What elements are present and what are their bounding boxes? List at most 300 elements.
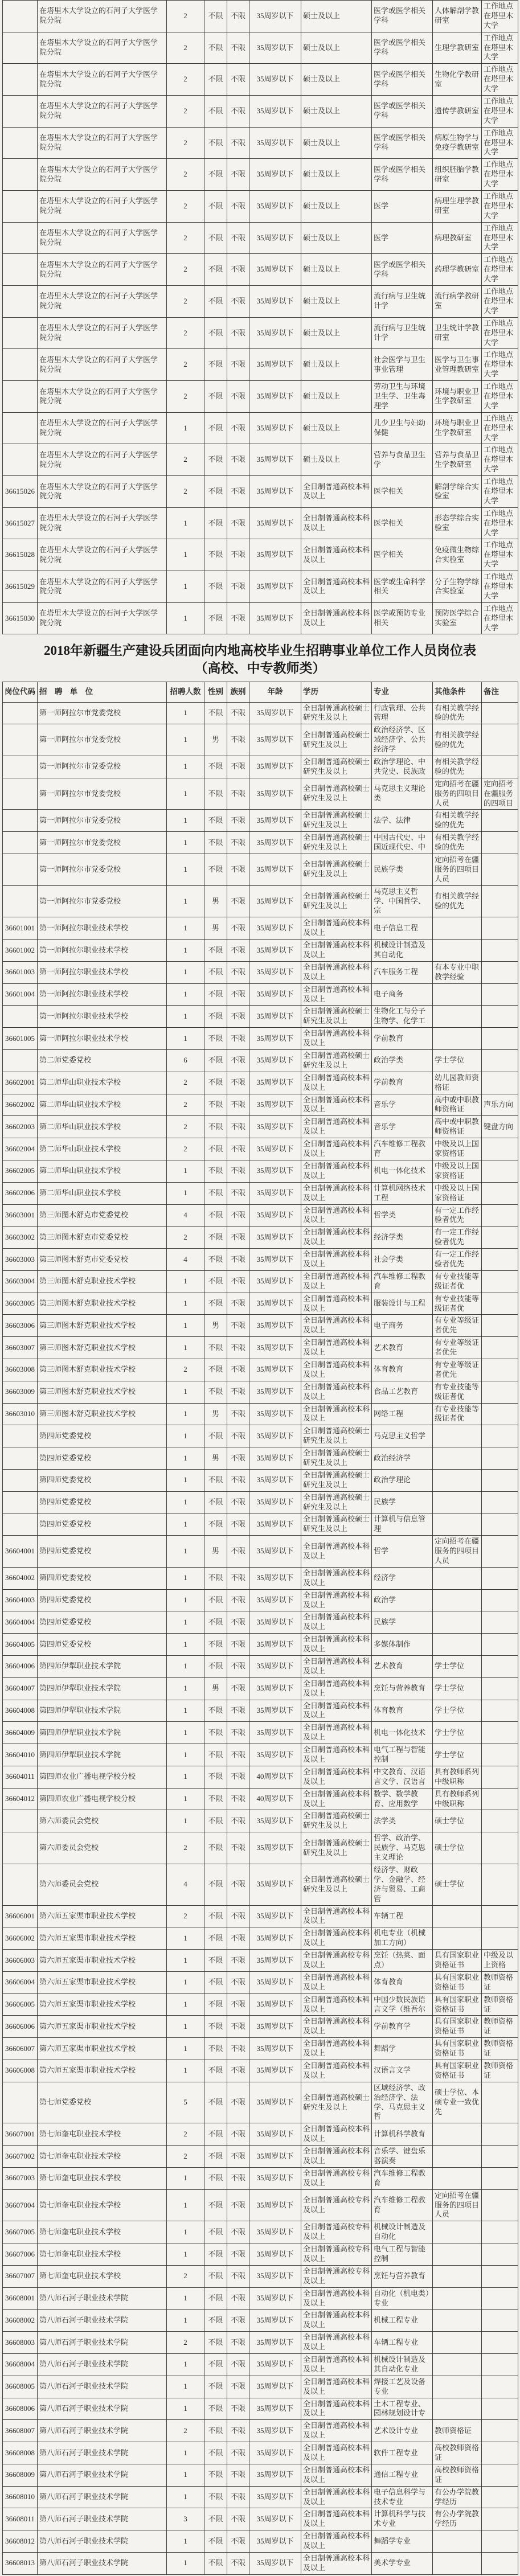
lower-position-cell-count: 2 <box>167 1905 204 1927</box>
lower-position-row <box>3 1864 518 1905</box>
lower-position-cell-count: 1 <box>167 983 204 1006</box>
upper-position-row <box>3 507 518 539</box>
lower-position-cell-unit: 第二师华山职业技术学校 <box>38 1182 167 1204</box>
lower-position-cell-code: 36603004 <box>3 1270 38 1293</box>
lower-position-cell-gender: 不限 <box>204 1927 227 1950</box>
lower-position-cell-note <box>482 1744 518 1766</box>
lower-position-cell-code: 36608007 <box>3 2420 38 2442</box>
upper-position-cell-unit: 在塔里木大学设立的石河子大学医学院分院 <box>38 222 167 254</box>
upper-position-cell-age: 35周岁以下 <box>249 317 301 349</box>
upper-position-cell-age: 35周岁以下 <box>249 349 301 381</box>
lower-position-row <box>3 1700 518 1722</box>
upper-position-cell-unit: 在塔里木大学设立的石河子大学医学院分院 <box>38 64 167 96</box>
lower-position-row <box>3 885 518 917</box>
lower-position-cell-note <box>482 756 518 778</box>
lower-position-cell-unit: 第六师五家渠市职业技术学校 <box>38 1971 167 1993</box>
upper-position-cell-gender: 不限 <box>204 317 227 349</box>
lower-position-cell-note <box>482 1513 518 1536</box>
lower-position-cell-education: 全日制普通高校硕士研究生及以上 <box>301 756 372 778</box>
lower-position-cell-code: 36602002 <box>3 1094 38 1116</box>
lower-position-cell-ethnic: 不限 <box>227 1927 249 1950</box>
lower-position-cell-major: 音乐学 <box>372 1116 433 1138</box>
lower-position-cell-unit: 第七师奎屯职业技术学校 <box>38 2146 167 2168</box>
lower-position-cell-other: 具有国家职业资格证书 <box>433 1971 482 1993</box>
upper-position-cell-note: 工作地点在塔里木大学 <box>482 317 518 349</box>
upper-position-cell-other: 病原生物学与免疫学教研室 <box>433 127 482 159</box>
upper-position-cell-unit: 在塔里木大学设立的石河子大学医学院分院 <box>38 349 167 381</box>
page-title-line2: （高校、中专教师类） <box>194 661 326 676</box>
lower-position-cell-ethnic: 不限 <box>227 961 249 983</box>
lower-position-cell-major: 哲学 <box>372 1536 433 1568</box>
lower-position-cell-code: 36604007 <box>3 1677 38 1700</box>
lower-position-cell-gender: 不限 <box>204 1634 227 1656</box>
lower-position-cell-age: 35周岁以下 <box>249 2082 301 2123</box>
lower-position-cell-age: 35周岁以下 <box>249 2354 301 2376</box>
lower-position-cell-major: 烹饪（热菜、面点） <box>372 1950 433 1972</box>
upper-position-cell-other: 生理学教研室 <box>433 32 482 64</box>
lower-position-cell-note <box>482 1589 518 1611</box>
lower-position-cell-age: 35周岁以下 <box>249 1425 301 1447</box>
lower-position-cell-age: 35周岁以下 <box>249 2376 301 2398</box>
lower-position-cell-code: 36601002 <box>3 940 38 962</box>
lower-position-cell-note <box>482 1381 518 1403</box>
lower-position-cell-note <box>482 1656 518 1678</box>
lower-position-cell-education: 全日制普通高校本科及以上 <box>301 1403 372 1425</box>
lower-position-cell-gender: 不限 <box>204 1864 227 1905</box>
lower-position-cell-code: 36606001 <box>3 1905 38 1927</box>
lower-position-cell-education: 全日制普通高校本科及以上 <box>301 1182 372 1204</box>
lower-position-cell-age: 35周岁以下 <box>249 1116 301 1138</box>
lower-position-cell-other <box>433 2376 482 2398</box>
upper-position-cell-age: 35周岁以下 <box>249 222 301 254</box>
upper-position-cell-gender: 不限 <box>204 349 227 381</box>
lower-position-cell-note <box>482 1160 518 1182</box>
lower-position-row <box>3 1072 518 1094</box>
lower-position-cell-education: 全日制普通高校硕士研究生及以上 <box>301 778 372 810</box>
upper-position-cell-note: 工作地点在塔里木大学 <box>482 476 518 508</box>
lower-position-row <box>3 1381 518 1403</box>
lower-position-cell-major: 计算机科学教育 <box>372 2123 433 2146</box>
lower-position-cell-count: 1 <box>167 1513 204 1536</box>
upper-position-cell-gender: 不限 <box>204 444 227 476</box>
lower-position-cell-count: 1 <box>167 2530 204 2553</box>
lower-position-cell-code <box>3 1425 38 1447</box>
lower-position-row <box>3 2508 518 2530</box>
lower-position-cell-gender: 不限 <box>204 2167 227 2189</box>
upper-position-cell-code <box>3 159 38 191</box>
lower-position-cell-note <box>482 2420 518 2442</box>
lower-position-cell-code: 36602004 <box>3 1138 38 1160</box>
lower-position-cell-gender: 不限 <box>204 1589 227 1611</box>
upper-position-cell-gender: 不限 <box>204 127 227 159</box>
lower-position-cell-ethnic: 不限 <box>227 1359 249 1381</box>
upper-position-cell-unit: 在塔里木大学设立的石河子大学医学院分院 <box>38 127 167 159</box>
lower-position-cell-ethnic: 不限 <box>227 1469 249 1491</box>
lower-position-cell-count: 1 <box>167 2016 204 2038</box>
lower-position-cell-ethnic: 不限 <box>227 1270 249 1293</box>
upper-position-cell-education: 硕士及以上 <box>301 1 372 32</box>
lower-position-cell-major: 中文教育、汉语言文学、汉语言 <box>372 1766 433 1788</box>
lower-position-cell-ethnic: 不限 <box>227 1028 249 1050</box>
upper-position-cell-other: 解剖学综合实验室 <box>433 476 482 508</box>
lower-position-cell-code <box>3 1864 38 1905</box>
lower-position-cell-gender: 不限 <box>204 1028 227 1050</box>
lower-position-cell-ethnic: 不限 <box>227 2398 249 2420</box>
lower-position-cell-unit: 第八师石河子职业技术学院 <box>38 2376 167 2398</box>
lower-position-row <box>3 2486 518 2508</box>
lower-position-cell-age: 35周岁以下 <box>249 961 301 983</box>
lower-position-cell-other: 定向招考在疆服务的四项目人员 <box>433 2189 482 2221</box>
lower-position-cell-other: 有相关教学经验的优先 <box>433 810 482 832</box>
upper-position-row <box>3 444 518 476</box>
lower-position-cell-gender: 不限 <box>204 1700 227 1722</box>
lower-position-cell-count: 1 <box>167 832 204 854</box>
lower-position-cell-major: 哲学、政治学、民族学、马克思主义理论 <box>372 1832 433 1864</box>
lower-position-row <box>3 917 518 940</box>
lower-position-cell-age: 35周岁以下 <box>249 2442 301 2464</box>
lower-position-cell-note <box>482 961 518 983</box>
upper-position-cell-age: 35周岁以下 <box>249 444 301 476</box>
lower-position-cell-gender: 不限 <box>204 1656 227 1678</box>
upper-position-cell-other: 预防医学综合实验室 <box>433 602 482 634</box>
lower-position-cell-other: 有本专业中职教学经验 <box>433 961 482 983</box>
lower-position-cell-education: 全日制普通高校本科及以上 <box>301 1766 372 1788</box>
lower-position-cell-other: 有公办学院教学经历 <box>433 2486 482 2508</box>
lower-position-row <box>3 854 518 886</box>
lower-position-cell-age: 35周岁以下 <box>249 2553 301 2575</box>
lower-position-cell-count: 2 <box>167 1359 204 1381</box>
lower-position-cell-education: 全日制普通高校本科及以上 <box>301 917 372 940</box>
lower-position-row <box>3 1513 518 1536</box>
lower-position-cell-education: 全日制普通高校本科及以上 <box>301 2530 372 2553</box>
upper-position-cell-count: 2 <box>167 349 204 381</box>
upper-position-cell-code <box>3 64 38 96</box>
upper-position-cell-age: 35周岁以下 <box>249 571 301 603</box>
upper-position-cell-age: 35周岁以下 <box>249 32 301 64</box>
lower-position-cell-unit: 第一师阿拉尔职业技术学校 <box>38 917 167 940</box>
lower-position-cell-age: 35周岁以下 <box>249 1993 301 2016</box>
lower-position-cell-note <box>482 2553 518 2575</box>
lower-position-cell-major: 体育教育 <box>372 1971 433 1993</box>
lower-position-cell-major: 民族学 <box>372 1491 433 1513</box>
lower-position-cell-age: 35周岁以下 <box>249 1513 301 1536</box>
lower-position-cell-major: 电子商务 <box>372 983 433 1006</box>
lower-position-row <box>3 724 518 756</box>
upper-position-cell-major: 社会医学与卫生事业管理 <box>372 349 433 381</box>
lower-position-cell-gender: 不限 <box>204 2398 227 2420</box>
lower-position-cell-unit: 第七师奎屯职业技术学校 <box>38 2265 167 2287</box>
lower-position-cell-note <box>482 1072 518 1094</box>
lower-position-cell-ethnic: 不限 <box>227 2243 249 2266</box>
lower-position-cell-other: 具有国家职业资格证书 <box>433 1993 482 2016</box>
lower-position-cell-unit: 第八师石河子职业技术学院 <box>38 2464 167 2486</box>
upper-position-cell-code <box>3 96 38 128</box>
lower-position-cell-count: 1 <box>167 1006 204 1028</box>
lower-position-cell-unit: 第三师图木舒克职业技术学校 <box>38 1381 167 1403</box>
upper-position-cell-gender: 不限 <box>204 96 227 128</box>
lower-position-cell-ethnic: 不限 <box>227 1227 249 1249</box>
lower-position-cell-age: 35周岁以下 <box>249 1634 301 1656</box>
lower-position-cell-other: 有相关教学经验的优先 <box>433 756 482 778</box>
lower-position-cell-other <box>433 2146 482 2168</box>
lower-position-cell-code <box>3 1469 38 1491</box>
lower-position-cell-ethnic: 不限 <box>227 1160 249 1182</box>
upper-position-cell-ethnic: 不限 <box>227 286 249 318</box>
lower-position-cell-count: 1 <box>167 961 204 983</box>
lower-position-cell-gender: 不限 <box>204 2060 227 2082</box>
lower-position-cell-unit: 第六师委员会党校 <box>38 1832 167 1864</box>
upper-position-cell-note: 工作地点在塔里木大学 <box>482 191 518 223</box>
upper-position-cell-unit: 在塔里木大学设立的石河子大学医学院分院 <box>38 602 167 634</box>
lower-position-cell-age: 35周岁以下 <box>249 2221 301 2243</box>
lower-position-row <box>3 1536 518 1568</box>
lower-position-cell-age: 35周岁以下 <box>249 1337 301 1359</box>
lower-position-cell-education: 全日制普通高校本科及以上 <box>301 1293 372 1315</box>
lower-position-cell-note: 教师资格证 <box>482 2038 518 2060</box>
lower-position-cell-note <box>482 2530 518 2553</box>
lower-position-cell-code <box>3 1513 38 1536</box>
upper-position-cell-ethnic: 不限 <box>227 539 249 571</box>
lower-position-cell-education: 全日制普通高校本科及以上 <box>301 1227 372 1249</box>
lower-position-cell-major: 通信工程专业 <box>372 2464 433 2486</box>
lower-position-cell-unit: 第三师图木舒克市党委党校 <box>38 1249 167 1271</box>
upper-position-cell-note: 工作地点在塔里木大学 <box>482 507 518 539</box>
lower-position-cell-major: 服装设计与工程 <box>372 1293 433 1315</box>
lower-position-cell-count: 1 <box>167 1447 204 1470</box>
upper-position-cell-major: 医学或医学相关学科 <box>372 96 433 128</box>
lower-position-cell-ethnic: 不限 <box>227 1447 249 1470</box>
lower-position-cell-note <box>482 1905 518 1927</box>
upper-position-cell-education: 全日制普通高校本科及以上 <box>301 602 372 634</box>
lower-position-cell-gender: 男 <box>204 885 227 917</box>
lower-position-row <box>3 2442 518 2464</box>
lower-position-row <box>3 702 518 724</box>
lower-position-row <box>3 1810 518 1832</box>
lower-position-cell-age: 35周岁以下 <box>249 1072 301 1094</box>
lower-position-cell-count: 1 <box>167 2060 204 2082</box>
lower-position-cell-education: 全日制普通高校本科及以上 <box>301 1722 372 1744</box>
lower-position-cell-age: 35周岁以下 <box>249 2038 301 2060</box>
lower-position-cell-note <box>482 1788 518 1810</box>
lower-position-cell-age: 35周岁以下 <box>249 2123 301 2146</box>
lower-position-cell-unit: 第四师党委党校 <box>38 1567 167 1589</box>
lower-position-cell-major: 电子商务 <box>372 1315 433 1337</box>
upper-position-cell-education: 硕士及以上 <box>301 412 372 444</box>
lower-position-cell-count: 1 <box>167 2167 204 2189</box>
lower-position-cell-other: 硕士学位 <box>433 1832 482 1864</box>
lower-position-row <box>3 1138 518 1160</box>
lower-position-cell-education: 全日制普通高校本科及以上 <box>301 1611 372 1634</box>
lower-position-cell-note <box>482 1567 518 1589</box>
lower-position-cell-ethnic: 不限 <box>227 1950 249 1972</box>
lower-position-cell-count: 1 <box>167 702 204 724</box>
lower-position-cell-unit: 第二师华山职业技术学校 <box>38 1072 167 1094</box>
lower-position-cell-major: 学前教育学 <box>372 2016 433 2038</box>
lower-position-cell-age: 35周岁以下 <box>249 810 301 832</box>
lower-position-cell-gender: 不限 <box>204 1905 227 1927</box>
lower-position-cell-unit: 第四师伊犁职业技术学院 <box>38 1744 167 1766</box>
upper-position-cell-age: 35周岁以下 <box>249 127 301 159</box>
lower-position-cell-code: 36606007 <box>3 2038 38 2060</box>
lower-position-cell-age: 35周岁以下 <box>249 1182 301 1204</box>
lower-position-cell-gender: 不限 <box>204 2265 227 2287</box>
lower-position-cell-code: 36608009 <box>3 2464 38 2486</box>
lower-position-cell-count: 1 <box>167 1677 204 1700</box>
upper-position-cell-other: 营养与食品卫生学教研室 <box>433 444 482 476</box>
lower-position-cell-unit: 第八师石河子职业技术学院 <box>38 2508 167 2530</box>
lower-position-cell-gender: 不限 <box>204 1182 227 1204</box>
lower-position-cell-note: 教师资格证 <box>482 2060 518 2082</box>
upper-position-cell-age: 35周岁以下 <box>249 254 301 286</box>
lower-position-cell-ethnic: 不限 <box>227 917 249 940</box>
lower-position-cell-code: 36604008 <box>3 1700 38 1722</box>
lower-position-cell-unit: 第一师阿拉尔市党委党校 <box>38 724 167 756</box>
lower-position-cell-count: 1 <box>167 1971 204 1993</box>
lower-position-cell-gender: 不限 <box>204 2486 227 2508</box>
upper-position-row <box>3 64 518 96</box>
lower-position-cell-ethnic: 不限 <box>227 1971 249 1993</box>
lower-position-cell-major: 计算机网络技术工程 <box>372 1182 433 1204</box>
upper-position-cell-education: 硕士及以上 <box>301 444 372 476</box>
lower-position-cell-unit: 第七师奎屯职业技术学校 <box>38 2243 167 2266</box>
lower-position-cell-ethnic: 不限 <box>227 2553 249 2575</box>
lower-position-cell-code <box>3 778 38 810</box>
lower-position-cell-other <box>433 983 482 1006</box>
column-header-note: 备注 <box>482 682 518 702</box>
lower-position-cell-age: 35周岁以下 <box>249 1447 301 1470</box>
upper-position-cell-gender: 不限 <box>204 539 227 571</box>
lower-position-cell-gender: 不限 <box>204 1094 227 1116</box>
lower-position-cell-code: 36604011 <box>3 1766 38 1788</box>
lower-position-cell-unit: 第三师图木舒克职业技术学校 <box>38 1359 167 1381</box>
lower-position-cell-ethnic: 不限 <box>227 1072 249 1094</box>
upper-position-cell-unit: 在塔里木大学设立的石河子大学医学院分院 <box>38 476 167 508</box>
lower-position-cell-ethnic: 不限 <box>227 2420 249 2442</box>
upper-position-cell-other: 免疫微生物综合实验室 <box>433 539 482 571</box>
lower-position-cell-age: 40周岁以下 <box>249 1766 301 1788</box>
lower-position-row <box>3 1722 518 1744</box>
lower-position-cell-count: 1 <box>167 778 204 810</box>
lower-position-cell-education: 全日制普通高校本科及以上 <box>301 1677 372 1700</box>
lower-position-cell-code: 36602006 <box>3 1182 38 1204</box>
upper-position-cell-code <box>3 222 38 254</box>
lower-position-cell-gender: 不限 <box>204 1611 227 1634</box>
upper-position-cell-ethnic: 不限 <box>227 412 249 444</box>
lower-position-cell-other <box>433 1927 482 1950</box>
lower-position-cell-major: 汽车维修工程教育 <box>372 2167 433 2189</box>
upper-position-cell-ethnic: 不限 <box>227 159 249 191</box>
upper-position-cell-other: 环境与职业卫生学教研室 <box>433 412 482 444</box>
lower-position-cell-note <box>482 1864 518 1905</box>
lower-position-cell-count: 1 <box>167 1589 204 1611</box>
lower-position-cell-note <box>482 1447 518 1470</box>
lower-position-cell-unit: 第四师党委党校 <box>38 1589 167 1611</box>
lower-position-cell-other: 高校教师资格证 <box>433 2442 482 2464</box>
upper-position-cell-count: 2 <box>167 476 204 508</box>
lower-position-cell-note <box>482 2398 518 2420</box>
lower-position-row <box>3 1094 518 1116</box>
lower-position-cell-unit: 第四师党委党校 <box>38 1425 167 1447</box>
lower-position-cell-code: 36604009 <box>3 1722 38 1744</box>
lower-position-cell-note <box>482 2123 518 2146</box>
upper-position-cell-note: 工作地点在塔里木大学 <box>482 254 518 286</box>
lower-position-cell-code: 36604004 <box>3 1611 38 1634</box>
lower-position-cell-note <box>482 2265 518 2287</box>
lower-position-cell-gender: 不限 <box>204 1050 227 1072</box>
lower-position-cell-note <box>482 1700 518 1722</box>
upper-position-row <box>3 254 518 286</box>
lower-position-cell-age: 35周岁以下 <box>249 1927 301 1950</box>
lower-position-cell-code: 36603002 <box>3 1227 38 1249</box>
lower-position-cell-ethnic: 不限 <box>227 983 249 1006</box>
upper-position-cell-count: 1 <box>167 412 204 444</box>
lower-position-cell-age: 35周岁以下 <box>249 1160 301 1182</box>
lower-position-row <box>3 1182 518 1204</box>
lower-position-cell-code: 36602005 <box>3 1160 38 1182</box>
lower-position-cell-education: 全日制普通高校本科及以上 <box>301 1656 372 1678</box>
lower-position-cell-education: 全日制普通高校本科及以上 <box>301 1927 372 1950</box>
lower-position-cell-unit: 第三师图木舒克市党委党校 <box>38 1227 167 1249</box>
lower-position-cell-age: 35周岁以下 <box>249 1403 301 1425</box>
lower-position-cell-count: 1 <box>167 1315 204 1337</box>
lower-position-cell-note <box>482 1227 518 1249</box>
lower-position-cell-count: 1 <box>167 940 204 962</box>
lower-position-cell-gender: 不限 <box>204 2464 227 2486</box>
lower-position-cell-note <box>482 1403 518 1425</box>
lower-position-cell-other <box>433 1006 482 1028</box>
upper-position-row <box>3 602 518 634</box>
upper-position-cell-age: 35周岁以下 <box>249 476 301 508</box>
upper-position-cell-education: 硕士及以上 <box>301 191 372 223</box>
lower-position-cell-major: 机电一体化技术 <box>372 1160 433 1182</box>
lower-position-cell-note <box>482 1536 518 1568</box>
lower-position-cell-gender: 不限 <box>204 1832 227 1864</box>
lower-position-cell-note <box>482 1138 518 1160</box>
lower-position-cell-other <box>433 2123 482 2146</box>
lower-position-cell-gender: 男 <box>204 724 227 756</box>
lower-position-cell-ethnic: 不限 <box>227 1832 249 1864</box>
lower-position-cell-unit: 第六师委员会党校 <box>38 1810 167 1832</box>
upper-position-cell-education: 硕士及以上 <box>301 349 372 381</box>
lower-position-cell-unit: 第一师阿拉尔职业技术学校 <box>38 1028 167 1050</box>
upper-position-cell-major: 医学或医学相关学科 <box>372 32 433 64</box>
lower-position-cell-other <box>433 2265 482 2287</box>
lower-position-cell-ethnic: 不限 <box>227 2060 249 2082</box>
lower-position-cell-note <box>482 1491 518 1513</box>
lower-position-cell-major: 学前教育 <box>372 1072 433 1094</box>
lower-position-cell-gender: 不限 <box>204 2243 227 2266</box>
lower-position-cell-major: 艺术教育 <box>372 1656 433 1678</box>
lower-position-cell-count: 1 <box>167 2553 204 2575</box>
lower-position-cell-count: 1 <box>167 2442 204 2464</box>
lower-position-cell-ethnic: 不限 <box>227 2082 249 2123</box>
lower-position-cell-age: 35周岁以下 <box>249 1249 301 1271</box>
lower-position-cell-other <box>433 2310 482 2332</box>
upper-position-cell-note: 工作地点在塔里木大学 <box>482 349 518 381</box>
lower-position-cell-gender: 不限 <box>204 1293 227 1315</box>
lower-position-cell-unit: 第七师党委党校 <box>38 2082 167 2123</box>
lower-position-cell-code: 36603001 <box>3 1204 38 1227</box>
lower-position-cell-count: 1 <box>167 756 204 778</box>
lower-position-row <box>3 2376 518 2398</box>
upper-positions-table <box>2 0 518 634</box>
lower-position-cell-code: 36606002 <box>3 1927 38 1950</box>
lower-position-cell-code: 36606005 <box>3 1993 38 2016</box>
lower-position-cell-note <box>482 1927 518 1950</box>
lower-position-cell-age: 35周岁以下 <box>249 724 301 756</box>
upper-position-cell-ethnic: 不限 <box>227 476 249 508</box>
upper-position-cell-other: 病理教研室 <box>433 222 482 254</box>
